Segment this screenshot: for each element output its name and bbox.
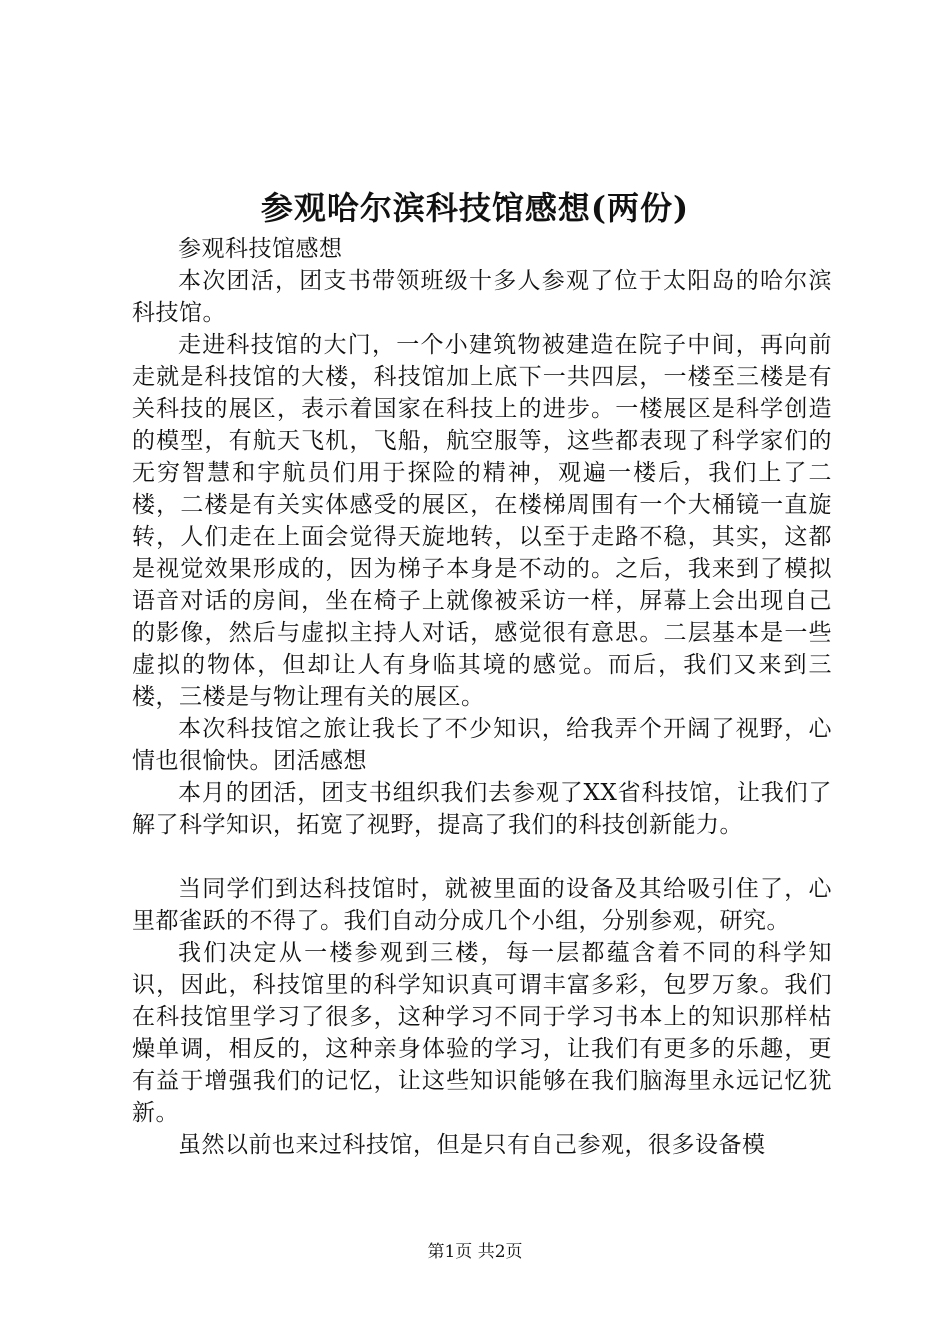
paragraph: 我们决定从一楼参观到三楼，每一层都蕴含着不同的科学知识，因此，科技馆里的科学知识真可谓丰富多彩，包罗万象。我们在科技馆里学习了很多，这种学习不同于学习书本上的知识那样枯燥单调，相反的，这种亲身体验的学习，让我们有更多的乐趣，更有益于增强我们的记忆，让这些知识能够在我们脑海里永远记忆犹新。 [132,940,832,1126]
page-number-footer: 第1页 共2页 [427,1242,523,1262]
paragraph: 当同学们到达科技馆时，就被里面的设备及其给吸引住了，心里都雀跃的不得了。我们自动分成几个小组，分别参观，研究。 [132,876,832,934]
paragraph: 虽然以前也来过科技馆，但是只有自己参观，很多设备模 [178,1132,766,1158]
document-body [132,233,832,1161]
paragraph-subtitle: 参观科技馆感想 [178,236,343,262]
paragraph: 本次团活，团支书带领班级十多人参观了位于太阳岛的哈尔滨科技馆。 [132,268,832,326]
paragraph: 走进科技馆的大门，一个小建筑物被建造在院子中间，再向前走就是科技馆的大楼，科技馆加上底下一共四层，一楼至三楼是有关科技的展区，表示着国家在科技上的进步。一楼展区是科学创造的模型，有航天飞机，飞船，航空服等，这些都表现了科学家们的无穷智慧和宇航员们用于探险的精神，观遍一楼后，我们上了二楼，二楼是有关实体感受的展区，在楼梯周围有一个大桶镜一直旋转，人们走在上面会觉得天旋地转，以至于走路不稳，其实，这都是视觉效果形成的，因为梯子本身是不动的。之后，我来到了模拟语音对话的房间，坐在椅子上就像被采访一样，屏幕上会出现自己的影像，然后与虚拟主持人对话，感觉很有意思。二层基本是一些虚拟的物体，但却让人有身临其境的感觉。而后，我们又来到三楼，三楼是与物让理有关的展区。 [132,332,832,710]
paragraph: 本月的团活，团支书组织我们去参观了XX省科技馆，让我们了解了科学知识，拓宽了视野，提高了我们的科技创新能力。 [132,780,832,838]
document-title: 参观哈尔滨科技馆感想(两份) [260,189,690,227]
blank-line [132,841,832,873]
paragraph: 本次科技馆之旅让我长了不少知识，给我弄个开阔了视野，心情也很愉快。团活感想 [132,716,832,774]
